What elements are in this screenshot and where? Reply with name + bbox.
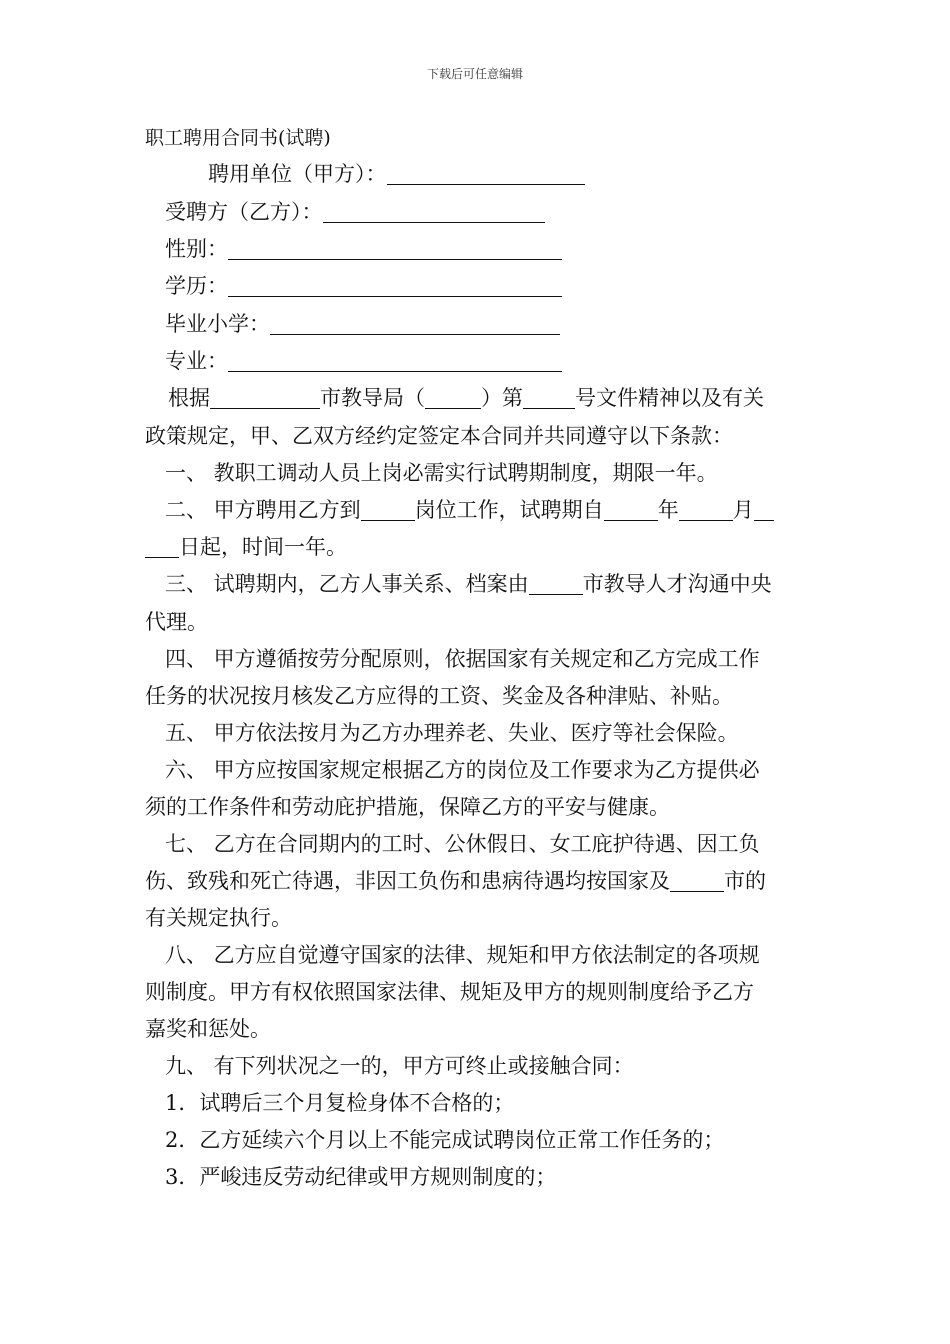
clause-text: 三、 试聘期内，乙方人事关系、档案由: [165, 572, 529, 596]
list-item-2: 2．乙方延续六个月以上不能完成试聘岗位正常工作任务的；: [165, 1128, 725, 1152]
clause-text: 市教导人才沟通中央: [582, 572, 772, 596]
intro-line-1: [168, 384, 764, 412]
clause-1: 一、 教职工调动人员上岗必需实行试聘期制度，期限一年。: [165, 461, 718, 485]
clause-text: 月: [732, 498, 754, 522]
clause-text: 岗位工作，试聘期自: [414, 498, 604, 522]
gender-field: [165, 235, 562, 263]
clause-8-line-2: 则制度。甲方有权依照国家法律、规矩及甲方的规则制度给予乙方: [145, 980, 754, 1004]
list-item-3: 3．严峻违反劳动纪律或甲方规则制度的；: [165, 1165, 557, 1189]
year-blank[interactable]: [425, 386, 481, 409]
clause-text: 二、 甲方聘用乙方到: [165, 498, 361, 522]
list-item-1: 1．试聘后三个月复检身体不合格的；: [165, 1091, 515, 1115]
start-month-blank[interactable]: [679, 498, 733, 521]
clause-7-line-3: 有关规定执行。: [145, 906, 292, 930]
clause-text: 市的: [724, 869, 766, 893]
clause-6-line-2: 须的工作条件和劳动庇护措施，保障乙方的平安与健康。: [145, 795, 670, 819]
clause-5: 五、 甲方依法按月为乙方办理养老、失业、医疗等社会保险。: [165, 721, 739, 745]
employee-label: 受聘方（乙方）：: [165, 200, 323, 224]
education-field: [165, 272, 562, 300]
page-header: 下载后可任意编辑: [426, 67, 523, 81]
employee-blank[interactable]: [323, 200, 545, 223]
clause-9: 九、 有下列状况之一的，甲方可终止或接触合同：: [165, 1054, 634, 1078]
clause-8-line-3: 嘉奖和惩处。: [145, 1017, 271, 1041]
education-blank[interactable]: [228, 274, 562, 297]
clause-7-line-1: 七、 乙方在合同期内的工时、公休假日、女工庇护待遇、因工负: [165, 832, 760, 856]
employer-label: 聘用单位（甲方）：: [208, 162, 387, 186]
employer-field: [208, 160, 585, 188]
gender-label: 性别：: [165, 237, 228, 261]
employee-field: [165, 198, 545, 226]
agency-city-blank[interactable]: [529, 572, 583, 595]
clause-2-line-2: [145, 533, 347, 561]
local-city-blank[interactable]: [670, 869, 724, 892]
clause-4-line-1: 四、 甲方遵循按劳分配原则，依据国家有关规定和乙方完成工作: [165, 647, 760, 671]
gender-blank[interactable]: [228, 237, 562, 260]
start-day-blank-cont[interactable]: [145, 535, 179, 558]
clause-3-line-1: [165, 570, 772, 598]
intro-line-2: 政策规定，甲、乙双方经约定签定本合同并共同遵守以下条款：: [145, 424, 733, 448]
start-year-blank[interactable]: [604, 498, 658, 521]
clause-4-line-2: 任务的状况按月核发乙方应得的工资、奖金及各种津贴、补贴。: [145, 684, 733, 708]
school-blank[interactable]: [270, 312, 560, 335]
clause-2-line-1: [165, 496, 774, 524]
clause-3-line-2: 代理。: [145, 610, 208, 634]
clause-text: 伤、致残和死亡待遇，非因工负伤和患病待遇均按国家及: [145, 869, 670, 893]
position-blank[interactable]: [361, 498, 415, 521]
major-field: [165, 347, 562, 375]
employer-blank[interactable]: [387, 162, 585, 185]
intro-text: 根据: [168, 386, 210, 410]
clause-8-line-1: 八、 乙方应自觉遵守国家的法律、规矩和甲方依法制定的各项规: [165, 943, 760, 967]
clause-text: 年: [657, 498, 679, 522]
document-title: 职工聘用合同书(试聘): [145, 127, 331, 149]
intro-text: ）第: [481, 386, 523, 410]
city-blank[interactable]: [210, 386, 320, 409]
start-day-blank[interactable]: [754, 498, 774, 521]
intro-text: 市教导局（: [320, 386, 425, 410]
school-label: 毕业小学：: [165, 312, 270, 336]
school-field: [165, 310, 560, 338]
clause-6-line-1: 六、 甲方应按国家规定根据乙方的岗位及工作要求为乙方提供必: [165, 758, 760, 782]
clause-7-line-2: [145, 867, 766, 895]
intro-text: 号文件精神以及有关: [575, 386, 764, 410]
major-blank[interactable]: [228, 349, 562, 372]
clause-text: 日起，时间一年。: [179, 535, 347, 559]
education-label: 学历：: [165, 274, 228, 298]
major-label: 专业：: [165, 349, 228, 373]
doc-number-blank[interactable]: [523, 386, 575, 409]
